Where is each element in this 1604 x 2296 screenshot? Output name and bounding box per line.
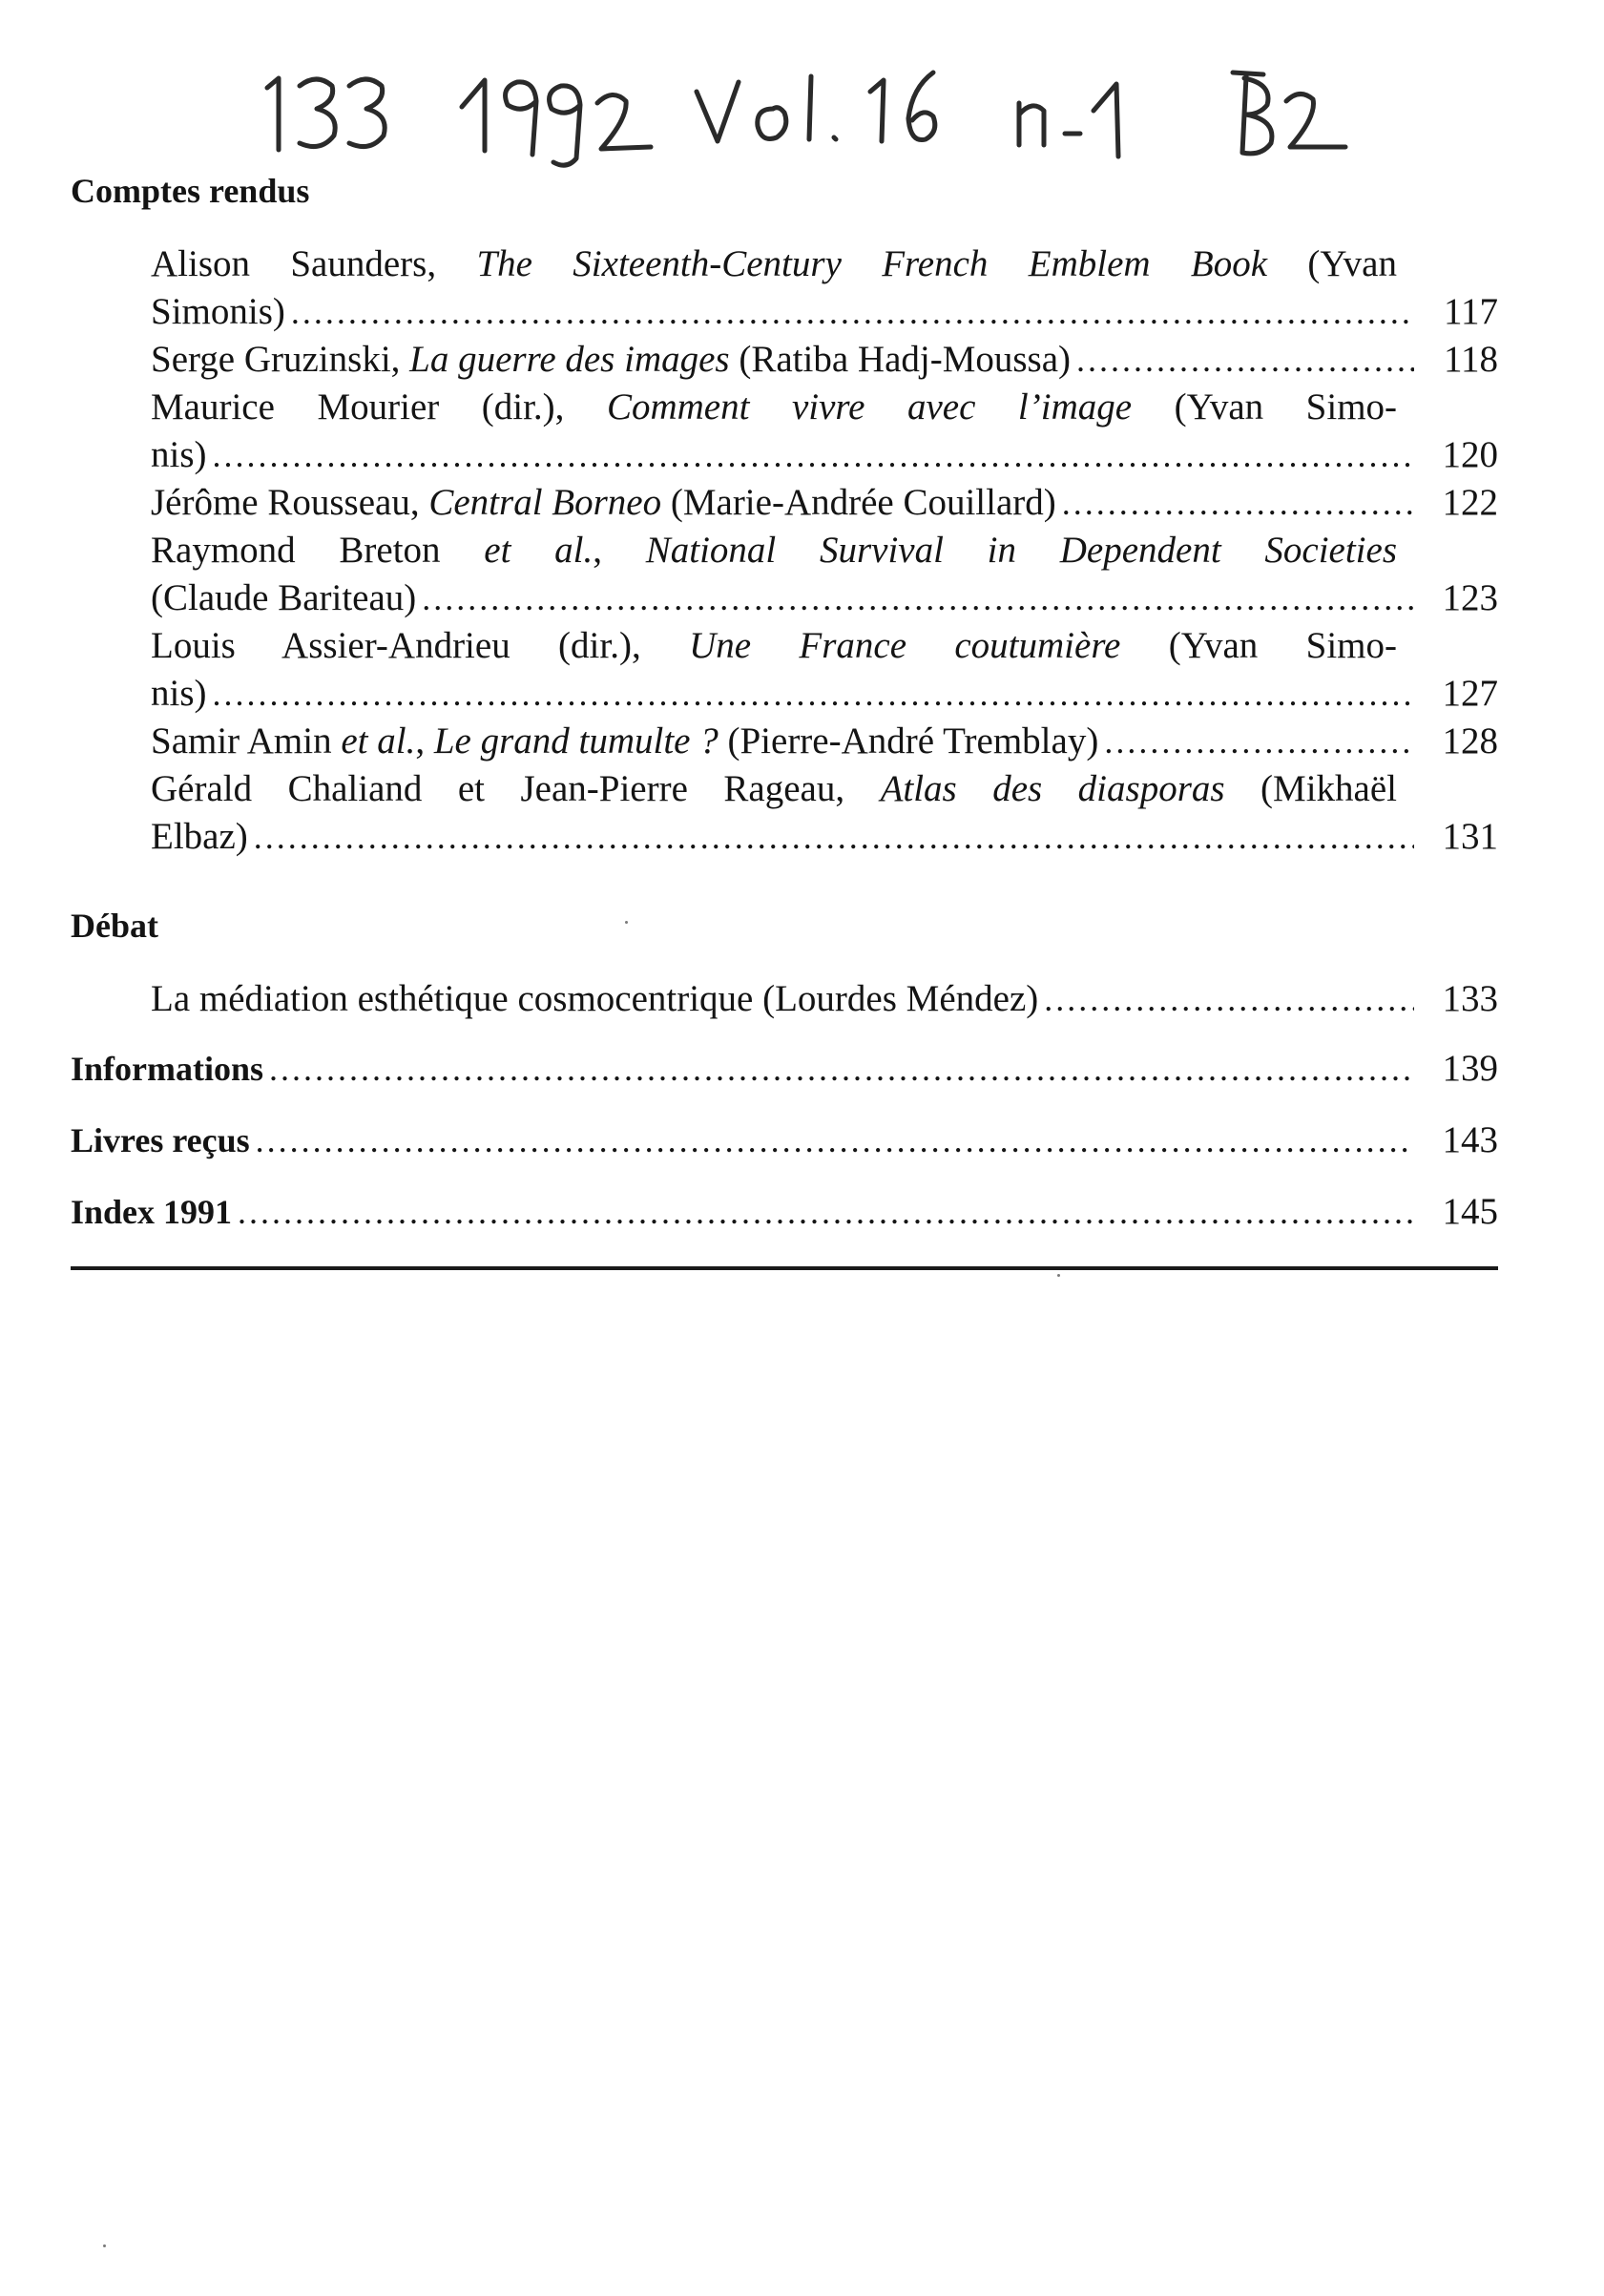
entry-author: Gérald Chaliand et Jean-Pierre Rageau, xyxy=(151,768,881,809)
page-number: 120 xyxy=(1442,434,1498,475)
entry-author: Louis Assier-Andrieu (dir.), xyxy=(151,625,690,666)
toc-entry-line xyxy=(71,1045,1498,1093)
entry-title: Central Borneo xyxy=(428,482,662,523)
toc-entry-line xyxy=(151,288,1498,336)
toc-entry-line xyxy=(151,384,1498,431)
toc-entry-line xyxy=(151,431,1498,479)
toc-entry-line xyxy=(151,622,1498,670)
scan-speck xyxy=(625,921,628,924)
entry-reviewer: (Ratiba Hadj-Moussa) xyxy=(729,339,1072,380)
entry-text xyxy=(151,718,1098,765)
dot-leader xyxy=(1062,479,1414,527)
entry-reviewer: (Yvan xyxy=(1267,243,1397,284)
entry-reviewer: (Marie-Andrée Couillard) xyxy=(661,482,1056,523)
entry-title: Une France coutumière xyxy=(689,625,1121,666)
comptes-rendus-list xyxy=(151,240,1498,861)
page-number: 131 xyxy=(1442,816,1498,857)
entry-reviewer: Elbaz) xyxy=(151,816,248,857)
toc-entry-line xyxy=(151,765,1498,813)
dot-leader xyxy=(1076,336,1414,384)
dot-leader xyxy=(238,1188,1414,1236)
entry-author: Jérôme Rousseau, xyxy=(151,482,429,523)
toc-entry-line xyxy=(151,479,1498,527)
entry-reviewer: (Yvan Simo- xyxy=(1120,625,1397,666)
section-heading-debat: Débat xyxy=(71,907,158,945)
entry-text: La médiation esthétique cosmocentrique (Lourdes Méndez) xyxy=(151,978,1039,1019)
entry-reviewer: Simonis) xyxy=(151,291,285,332)
section-label: Index 1991 xyxy=(71,1193,233,1231)
dot-leader xyxy=(256,1117,1414,1164)
entry-title: La guerre des images xyxy=(409,339,730,380)
entry-reviewer: (Claude Bariteau) xyxy=(151,577,417,618)
toc-entry-line xyxy=(151,240,1498,288)
entry-reviewer: nis) xyxy=(151,434,207,475)
page-number: 143 xyxy=(1442,1119,1498,1160)
toc-entry-line xyxy=(151,527,1498,574)
entry-title: Atlas des diasporas xyxy=(880,768,1225,809)
toc-row-livres-recus xyxy=(71,1117,1498,1164)
section-heading-comptes-rendus: Comptes rendus xyxy=(71,172,310,210)
entry-author: Maurice Mourier (dir.), xyxy=(151,386,607,428)
section-label: Livres reçus xyxy=(71,1121,250,1159)
entry-reviewer: (Yvan Simo- xyxy=(1132,386,1398,428)
toc-row-index xyxy=(71,1188,1498,1236)
entry-et-al: et al. xyxy=(484,530,594,571)
entry-author: Serge Gruzinski, xyxy=(151,339,410,380)
entry-title: National Survival in Dependent Societies xyxy=(645,530,1397,571)
entry-title: The Sixteenth-Century French Emblem Book xyxy=(476,243,1268,284)
entry-text xyxy=(151,479,1056,527)
page-number: 123 xyxy=(1442,577,1498,618)
toc-entry-line xyxy=(151,670,1498,718)
dot-leader xyxy=(291,288,1414,336)
dot-leader xyxy=(254,813,1414,861)
entry-author: Alison Saunders, xyxy=(151,243,477,284)
toc-entry-line xyxy=(151,813,1498,861)
scan-speck xyxy=(103,2244,106,2247)
scan-speck xyxy=(1057,1274,1060,1277)
toc-entry-line xyxy=(71,1188,1498,1236)
page-number: 118 xyxy=(1443,339,1498,380)
page-number: 127 xyxy=(1442,673,1498,714)
entry-reviewer: (Mikhaël xyxy=(1224,768,1397,809)
entry-author: Raymond Breton xyxy=(151,530,485,571)
page-number: 122 xyxy=(1442,482,1498,523)
dot-leader xyxy=(1044,975,1414,1023)
dot-leader xyxy=(1104,718,1414,765)
toc-entry-line xyxy=(71,1117,1498,1164)
section-label: Informations xyxy=(71,1050,264,1088)
dot-leader xyxy=(213,431,1415,479)
handwritten-annotation xyxy=(250,59,1357,164)
dot-leader xyxy=(269,1045,1414,1093)
page-number: 117 xyxy=(1443,291,1498,332)
page-number: 128 xyxy=(1442,720,1498,762)
dot-leader xyxy=(422,574,1414,622)
entry-title: Le grand tumulte ? xyxy=(433,720,719,762)
toc-entry-line xyxy=(151,975,1498,1023)
entry-separator: , xyxy=(415,720,434,762)
bottom-rule-divider xyxy=(71,1266,1498,1270)
entry-reviewer: nis) xyxy=(151,673,207,714)
entry-author: Samir Amin xyxy=(151,720,342,762)
page-number: 145 xyxy=(1442,1191,1498,1232)
page-number: 133 xyxy=(1442,978,1498,1019)
dot-leader xyxy=(213,670,1415,718)
toc-entry-line xyxy=(151,336,1498,384)
entry-text xyxy=(151,336,1071,384)
debat-list xyxy=(151,975,1498,1023)
entry-title: Comment vivre avec l’image xyxy=(606,386,1133,428)
entry-reviewer: (Pierre-André Tremblay) xyxy=(718,720,1099,762)
handwritten-annotation-drawing xyxy=(250,59,1357,164)
page-number: 139 xyxy=(1442,1048,1498,1089)
toc-entry-line xyxy=(151,718,1498,765)
toc-entry-line xyxy=(151,574,1498,622)
toc-row-informations xyxy=(71,1045,1498,1093)
entry-separator: , xyxy=(593,530,646,571)
entry-et-al: et al. xyxy=(341,720,416,762)
